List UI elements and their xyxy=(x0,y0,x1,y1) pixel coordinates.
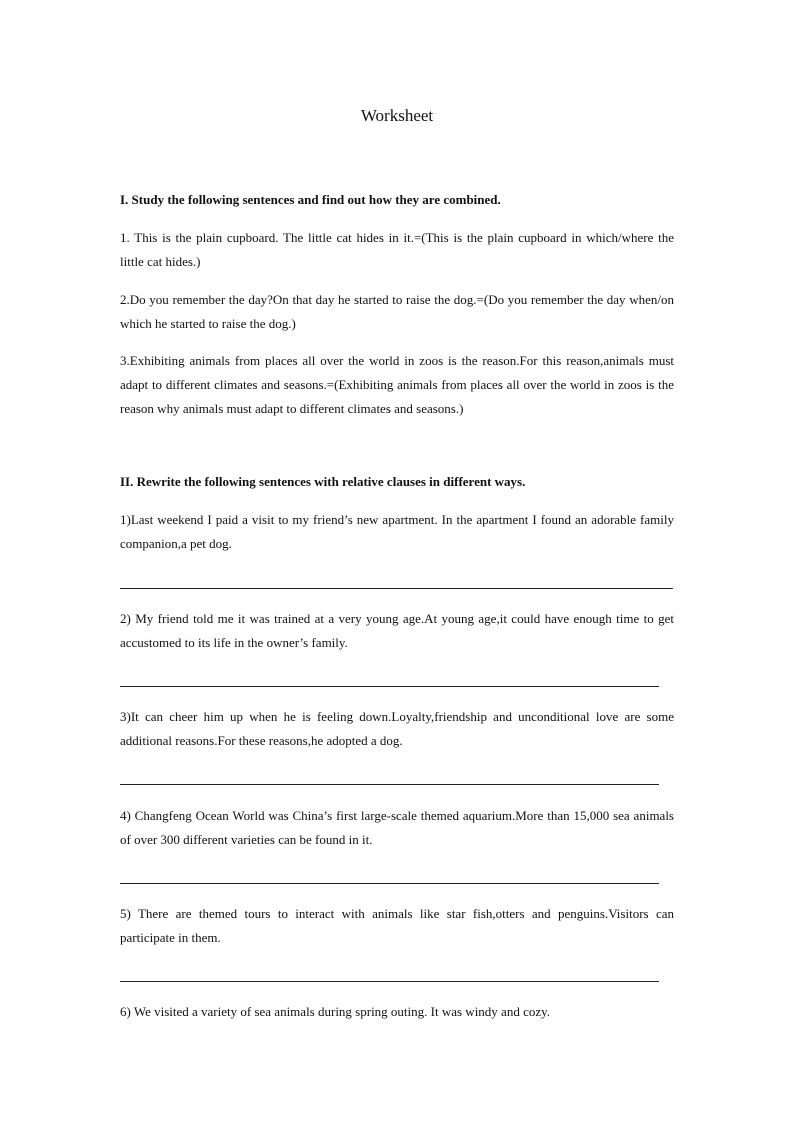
section-1-item: 3.Exhibiting animals from places all over the world in zoos is the reason.For this reason,animals must adapt to different climates and seasons.=(Exhibiting animals from places all over the world in zoos is the reason why animals must adapt to different climates and seasons.) xyxy=(120,353,674,416)
answer-line-3[interactable] xyxy=(120,784,659,785)
exercise-3: 3)It can cheer him up when he is feeling down.Loyalty,friendship and unconditional love are some additional reasons.For these reasons,he adopted a dog. xyxy=(120,709,674,748)
answer-line-2[interactable] xyxy=(120,686,659,687)
page-title: Worksheet xyxy=(360,106,434,125)
section-2-heading: II. Rewrite the following sentences with relative clauses in different ways. xyxy=(120,474,526,489)
answer-line-4[interactable] xyxy=(120,883,659,884)
section-1-heading: I. Study the following sentences and find out how they are combined. xyxy=(120,192,501,207)
exercise-1: 1)Last weekend I paid a visit to my friend’s new apartment. In the apartment I found an adorable family companion,a pet dog. xyxy=(120,512,674,551)
exercise-4: 4) Changfeng Ocean World was China’s first large-scale themed aquarium.More than 15,000 sea animals of over 300 different varieties can be found in it. xyxy=(120,808,674,847)
exercise-6: 6) We visited a variety of sea animals during spring outing. It was windy and cozy. xyxy=(120,1004,551,1019)
exercise-5: 5) There are themed tours to interact with animals like star fish,otters and penguins.Visitors can participate in them. xyxy=(120,906,674,945)
section-1-item: 1. This is the plain cupboard. The little cat hides in it.=(This is the plain cupboard in which/where the little cat hides.) xyxy=(120,230,674,269)
exercise-2: 2) My friend told me it was trained at a very young age.At young age,it could have enough time to get accustomed to its life in the owner’s family. xyxy=(120,611,674,650)
answer-line-5[interactable] xyxy=(120,981,659,982)
section-1-item: 2.Do you remember the day?On that day he started to raise the dog.=(Do you remember the day when/on which he started to raise the dog.) xyxy=(120,292,674,331)
answer-line-1[interactable] xyxy=(120,588,673,589)
